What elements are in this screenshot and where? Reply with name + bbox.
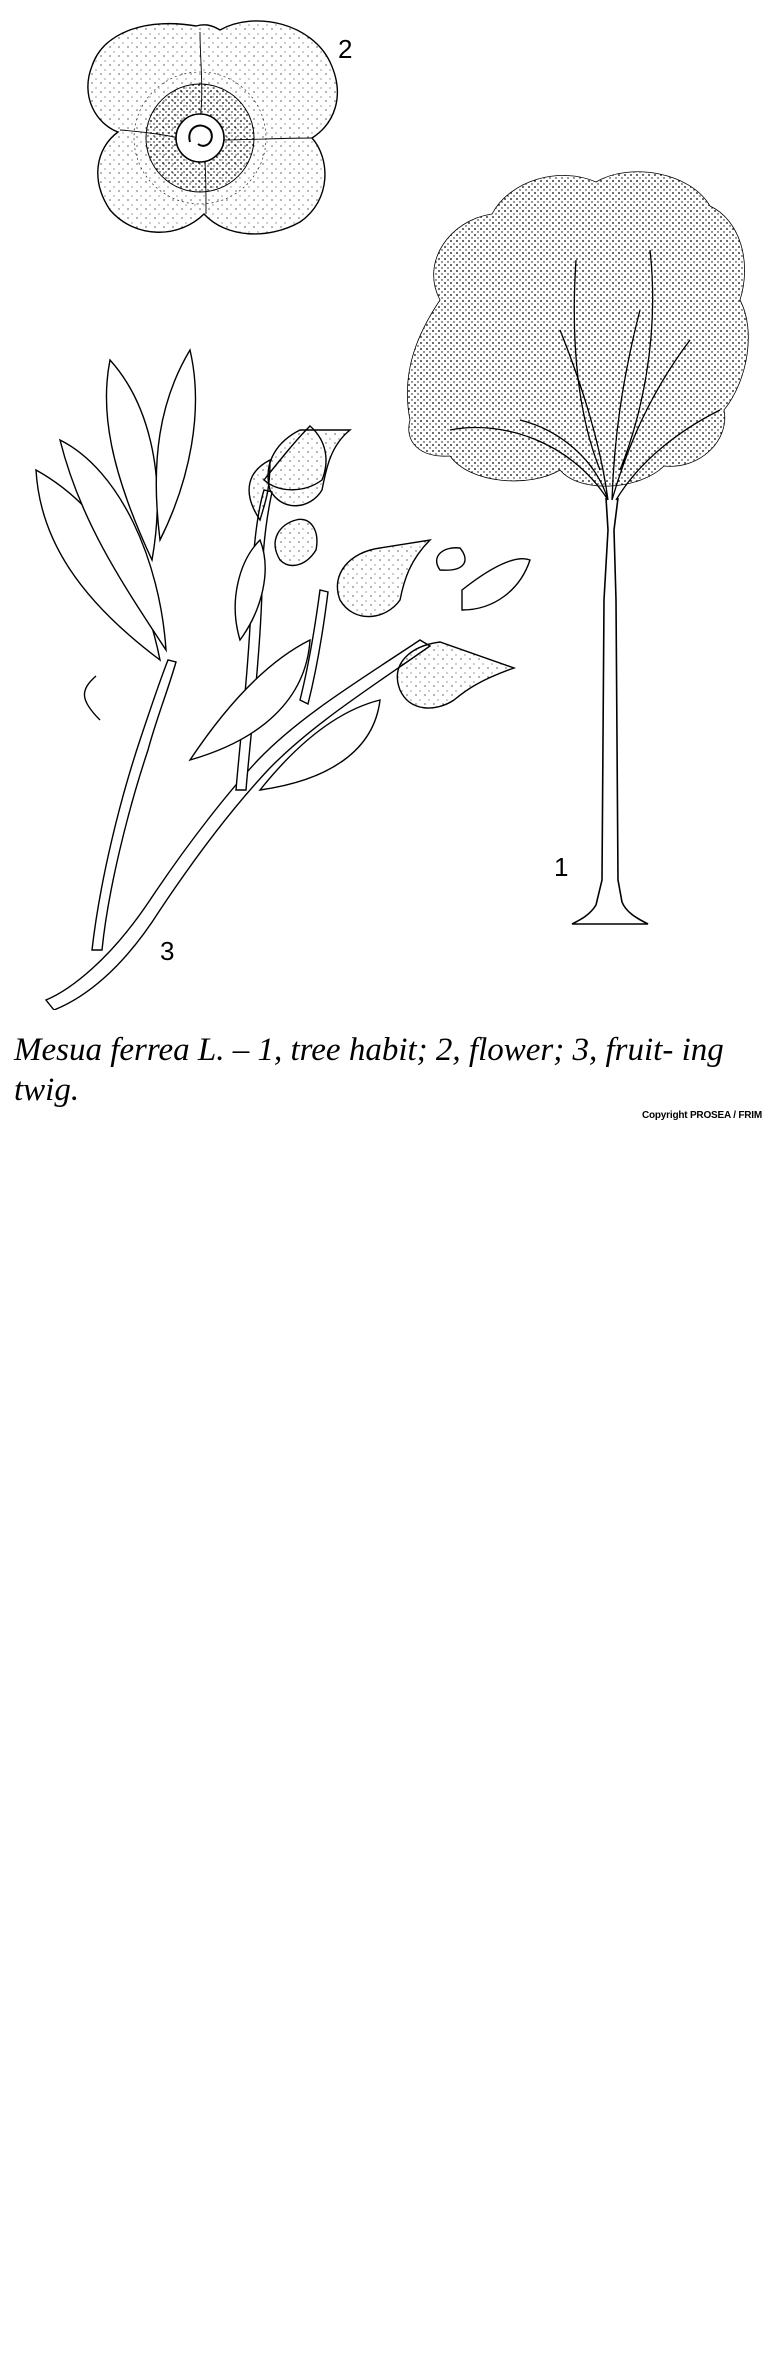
botanical-illustration [0, 0, 768, 1010]
label-flower: 2 [338, 34, 353, 64]
label-tree: 1 [554, 852, 569, 882]
copyright-notice: Copyright PROSEA / FRIM [641, 1110, 762, 1121]
label-twig: 3 [160, 936, 175, 966]
flower-drawing [88, 21, 337, 234]
figure-caption: Mesua ferrea L. – 1, tree habit; 2, flower; 3, fruit- ing twig. [14, 1032, 724, 1108]
